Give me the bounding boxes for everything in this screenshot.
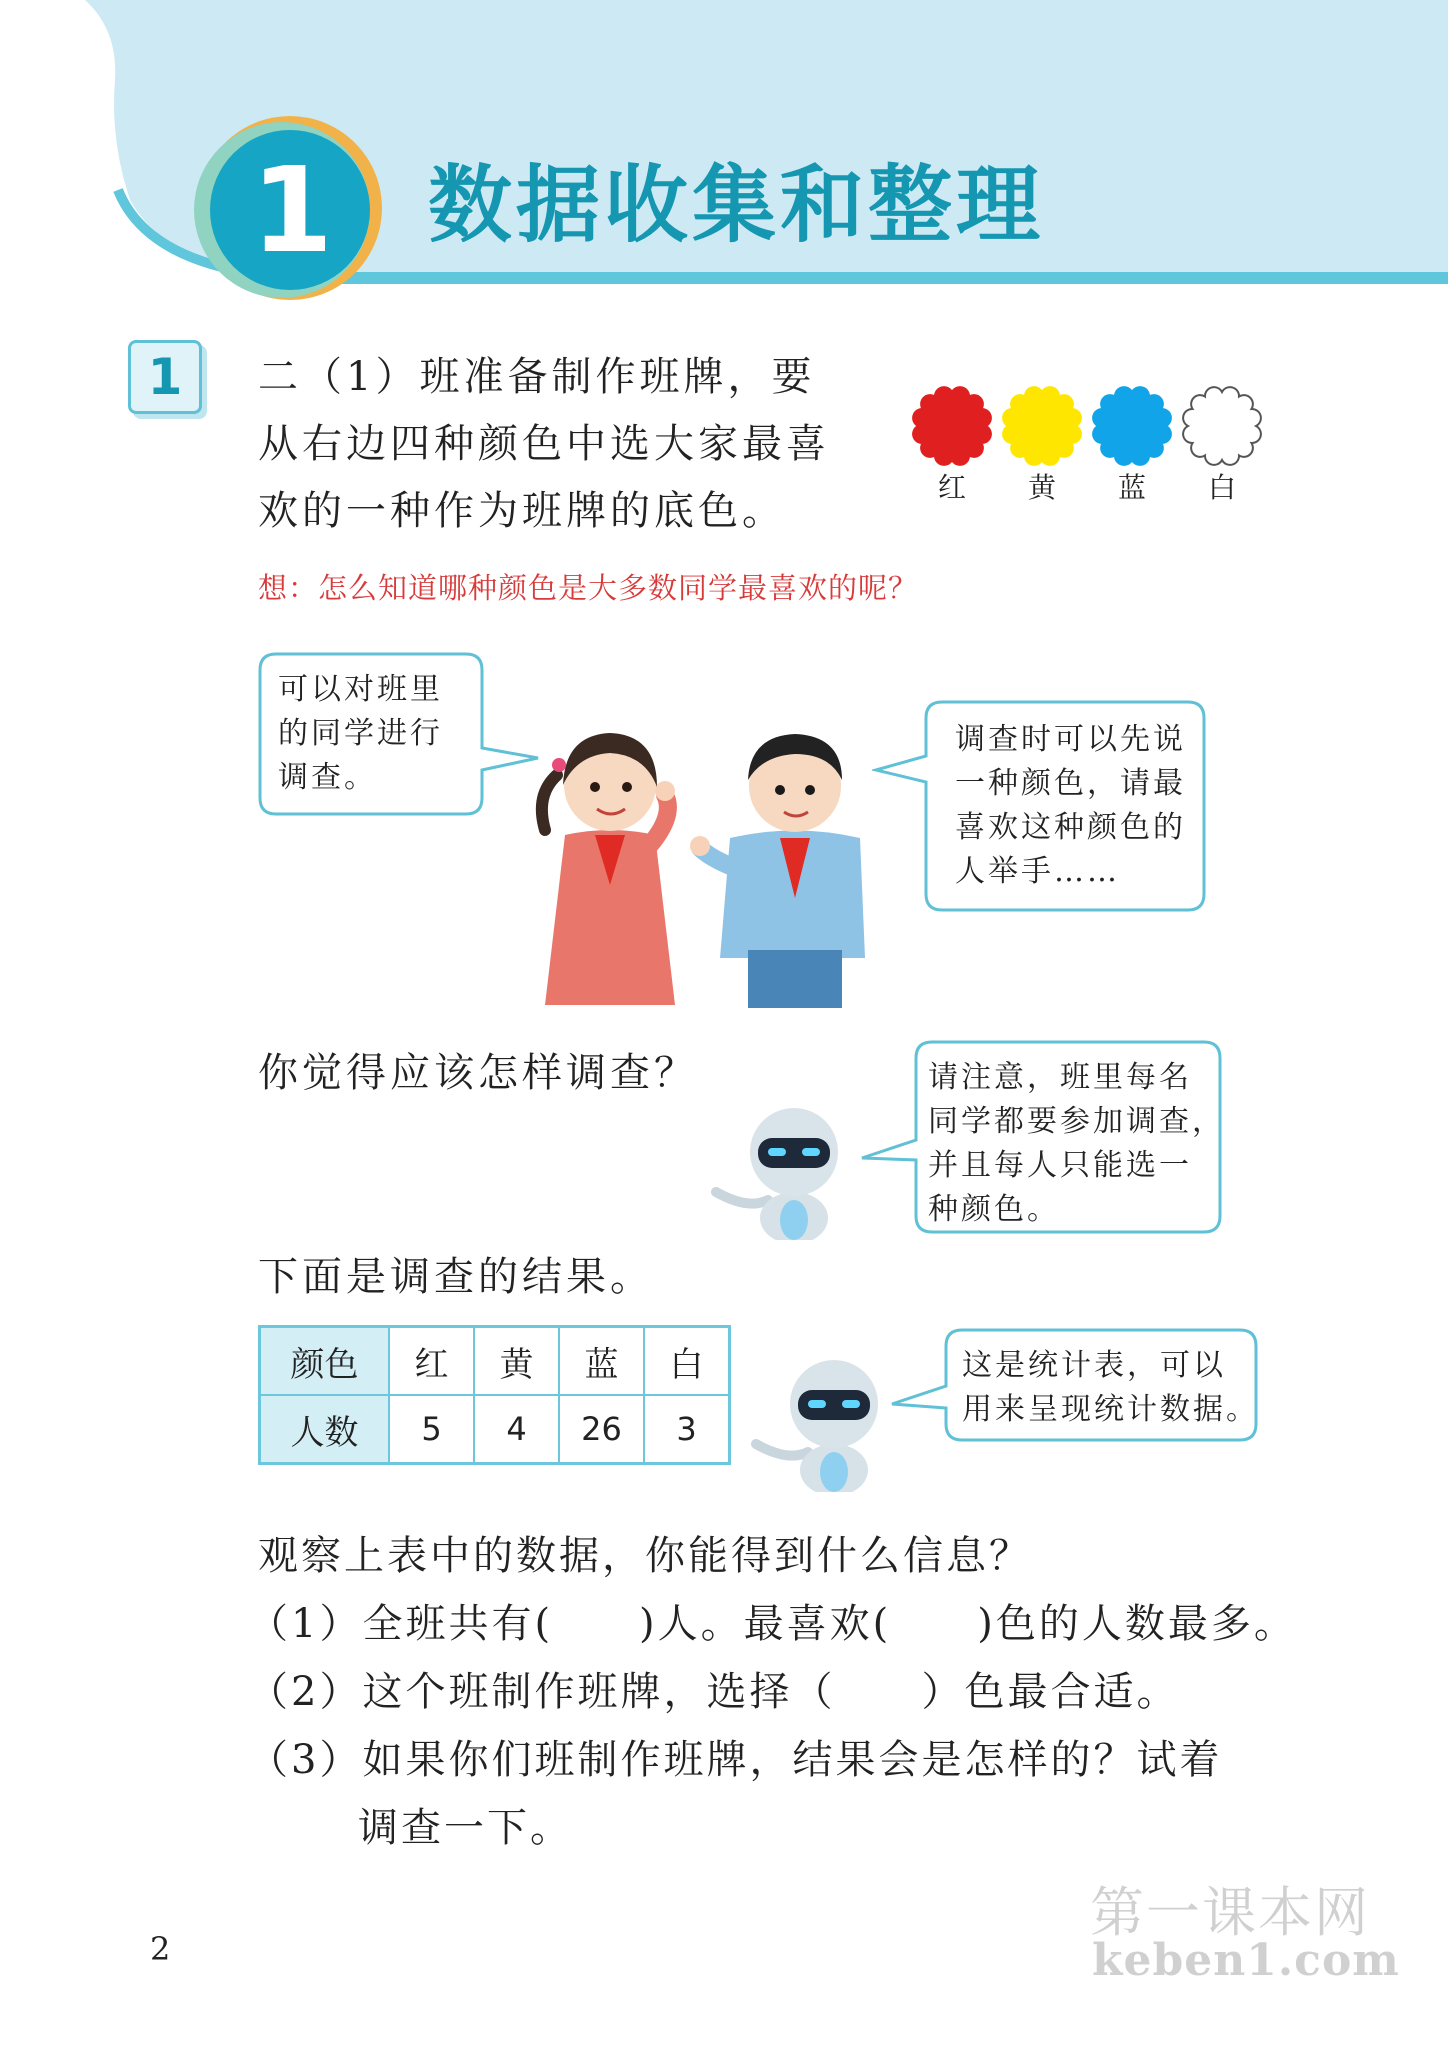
color-label-white: 白 <box>1207 471 1236 504</box>
watermark-text: 第一课本网 <box>1090 1881 1370 1944</box>
question-2: （2）这个班制作班牌，选择（ ）色最合适。 <box>248 1669 1180 1715</box>
boy-illustration <box>690 718 880 1008</box>
boy-bubble-text: 调查时可以先说 一种颜色，请最 喜欢这种颜色的 人举手…… <box>955 722 1186 889</box>
robot-icon <box>748 1352 888 1492</box>
chapter-number: 1 <box>250 141 334 279</box>
results-intro: 下面是调查的结果。 <box>258 1254 654 1300</box>
think-prompt: 想：怎么知道哪种颜色是大多数同学最喜欢的呢？ <box>258 571 919 605</box>
table-cell: 蓝 <box>559 1327 644 1396</box>
intro-line: 从右边四种颜色中选大家最喜 <box>258 421 830 467</box>
table-cell: 26 <box>559 1395 644 1464</box>
example-number: 1 <box>147 348 183 406</box>
girl-bubble-text: 可以对班里 的同学进行 调查。 <box>278 672 443 795</box>
color-label-red: 红 <box>937 471 966 504</box>
table-row <box>260 1327 730 1396</box>
question-3-continued: 调查一下。 <box>358 1805 573 1851</box>
table-cell: 4 <box>474 1395 559 1464</box>
watermark-url: keben1.com <box>1092 1935 1400 1986</box>
question-3: （3）如果你们班制作班牌，结果会是怎样的？试着 <box>248 1737 1223 1783</box>
table-cell: 5 <box>389 1395 474 1464</box>
table-cell: 红 <box>389 1327 474 1396</box>
page-number: 2 <box>150 1930 171 1968</box>
table-cell: 黄 <box>474 1327 559 1396</box>
table-cell: 颜色 <box>260 1327 390 1396</box>
questions-lead: 观察上表中的数据，你能得到什么信息？ <box>258 1533 1032 1579</box>
color-swatch-0 <box>913 387 991 465</box>
color-swatch-2 <box>1093 387 1171 465</box>
color-swatch-1 <box>1003 387 1081 465</box>
table-cell: 白 <box>644 1327 730 1396</box>
robot-icon <box>708 1100 848 1240</box>
survey-table <box>258 1325 731 1465</box>
intro-line: 二（1）班准备制作班牌，要 <box>258 354 816 400</box>
color-swatch-3 <box>1183 387 1261 465</box>
example-intro <box>258 344 830 545</box>
question-1: （1）全班共有( )人。最喜欢( )色的人数最多。 <box>248 1601 1297 1647</box>
color-swatches <box>900 380 1270 470</box>
intro-line: 欢的一种作为班牌的底色。 <box>258 488 786 534</box>
table-cell: 3 <box>644 1395 730 1464</box>
color-label-yellow: 黄 <box>1027 471 1056 504</box>
question-how-to-survey: 你觉得应该怎样调查？ <box>258 1050 698 1096</box>
robot1-bubble-text: 请注意，班里每名 同学都要参加调查， 并且每人只能选一 种颜色。 <box>928 1060 1225 1227</box>
table-cell: 人数 <box>260 1395 390 1464</box>
girl-illustration <box>525 715 695 1005</box>
chapter-title: 数据收集和整理 <box>428 156 1045 254</box>
example-badge <box>128 340 202 414</box>
color-label-blue: 蓝 <box>1117 471 1146 504</box>
table-row <box>260 1395 730 1464</box>
robot2-bubble-text: 这是统计表，可以 用来呈现统计数据。 <box>962 1348 1259 1427</box>
